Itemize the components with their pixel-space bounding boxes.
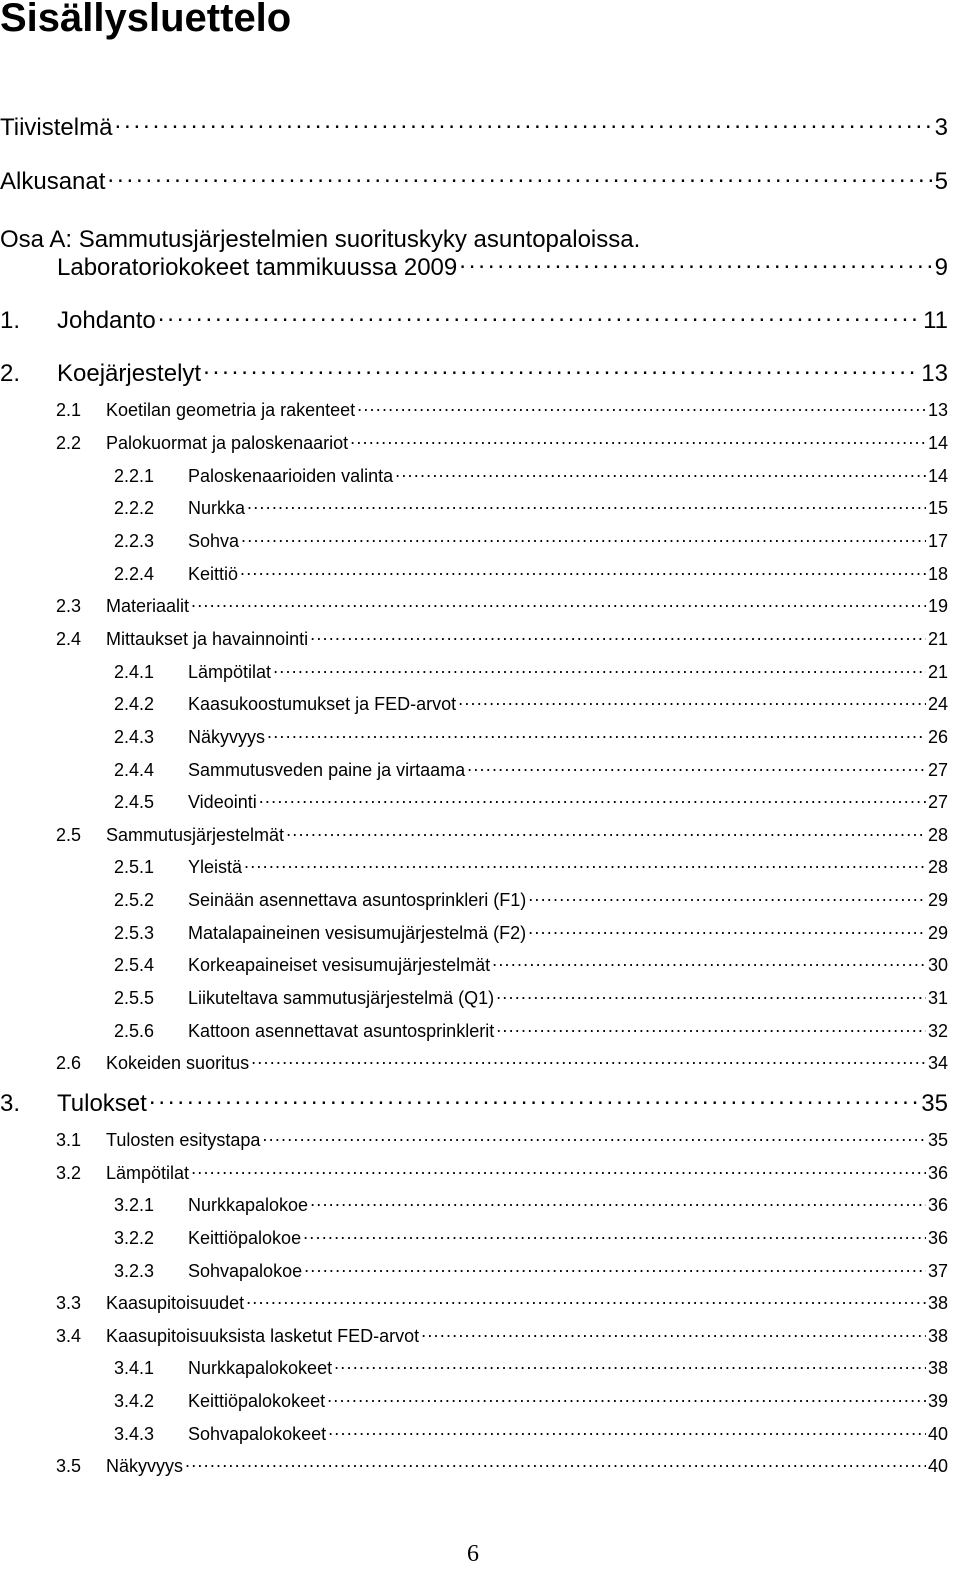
- toc-entry[interactable]: [114, 1389, 948, 1412]
- toc-entry[interactable]: [114, 1226, 948, 1249]
- toc-entry-page: 13: [921, 360, 948, 387]
- toc-entry[interactable]: [0, 357, 948, 388]
- toc-dot-leader: [262, 1128, 926, 1146]
- toc-entry[interactable]: [114, 758, 948, 781]
- toc-dot-leader: [241, 529, 926, 547]
- toc-entry-number: 2.4.2: [114, 694, 155, 714]
- toc-entry-number: 3.3: [56, 1293, 82, 1313]
- toc-dot-leader: [496, 986, 926, 1004]
- toc-dot-leader: [191, 594, 926, 612]
- toc-entry[interactable]: [114, 921, 948, 944]
- toc-entry-number: 2.1: [56, 400, 82, 420]
- toc-entry-title: Keittiöpalokoe: [188, 1228, 302, 1248]
- toc-entry-page: 21: [927, 629, 948, 649]
- toc-dot-leader: [334, 1356, 926, 1374]
- toc-entry-number: 2.4.5: [114, 792, 155, 812]
- toc-entry-number: 3.5: [56, 1456, 82, 1476]
- toc-entry[interactable]: [0, 1087, 948, 1118]
- toc-entry[interactable]: [0, 165, 948, 196]
- toc-entry-number: 2.5.3: [114, 923, 155, 943]
- toc-entry[interactable]: [114, 464, 948, 487]
- toc-entry[interactable]: [56, 1161, 948, 1184]
- toc-entry-page: 26: [927, 727, 948, 747]
- toc-entry[interactable]: [114, 562, 948, 585]
- toc-entry-title: Korkeapaineiset vesisumujärjestelmät: [188, 955, 491, 975]
- toc-entry-title: Sohva: [188, 531, 240, 551]
- toc-dot-leader: [114, 111, 932, 135]
- toc-entry-title: Lämpötilat: [106, 1163, 190, 1183]
- toc-entry-number: 2.4.4: [114, 760, 155, 780]
- toc-entry[interactable]: [114, 660, 948, 683]
- toc-entry[interactable]: [114, 496, 948, 519]
- toc-entry-page: 29: [927, 890, 948, 910]
- toc-entry[interactable]: [56, 1051, 948, 1074]
- toc-entry-number: 3.4: [56, 1326, 82, 1346]
- toc-entry[interactable]: [57, 251, 948, 282]
- toc-entry-page: 29: [927, 923, 948, 943]
- toc-dot-leader: [246, 1291, 926, 1309]
- toc-entry-number: 2.2.2: [114, 498, 155, 518]
- toc-dot-leader: [185, 1454, 926, 1472]
- toc-dot-leader: [247, 496, 926, 514]
- toc-entry-page: 38: [927, 1358, 948, 1378]
- toc-dot-leader: [350, 431, 926, 449]
- toc-entry-number: 3.4.2: [114, 1391, 155, 1411]
- toc-dot-leader: [492, 953, 926, 971]
- toc-entry-page: 36: [927, 1195, 948, 1215]
- toc-entry-title: Keittiöpalokokeet: [188, 1391, 326, 1411]
- toc-entry-number: 3.: [0, 1090, 21, 1117]
- toc-entry-page: 27: [927, 792, 948, 812]
- toc-entry-title: Nurkkapalokokeet: [188, 1358, 333, 1378]
- toc-dot-leader: [240, 562, 926, 580]
- toc-dot-leader: [528, 888, 926, 906]
- toc-entry-number: 2.6: [56, 1053, 82, 1073]
- toc-entry-number: 2.2: [56, 433, 82, 453]
- toc-entry-page: 5: [934, 168, 948, 195]
- toc-entry-page: 28: [927, 825, 948, 845]
- toc-entry[interactable]: [114, 1422, 948, 1445]
- toc-entry-number: 3.2.3: [114, 1261, 155, 1281]
- toc-entry[interactable]: [114, 888, 948, 911]
- toc-entry-number: 2.4.1: [114, 662, 155, 682]
- toc-dot-leader: [459, 251, 932, 275]
- toc-entry-number: 2.5.4: [114, 955, 155, 975]
- toc-dot-leader: [273, 660, 926, 678]
- toc-entry-page: 9: [934, 254, 948, 281]
- toc-entry-page: 36: [927, 1163, 948, 1183]
- toc-dot-leader: [203, 357, 919, 381]
- toc-entry-page: 37: [927, 1261, 948, 1281]
- toc-entry-page: 35: [921, 1090, 948, 1117]
- toc-entry[interactable]: [56, 1454, 948, 1477]
- toc-entry-page: 21: [927, 662, 948, 682]
- toc-entry-title: Nurkkapalokoe: [188, 1195, 309, 1215]
- toc-dot-leader: [267, 725, 926, 743]
- toc-dot-leader: [357, 398, 926, 416]
- toc-entry-page: 14: [927, 433, 948, 453]
- toc-entry-title: Alkusanat: [0, 168, 106, 195]
- toc-part-heading: Osa A: Sammutusjärjestelmien suorituskyky asuntopaloissa.: [0, 226, 641, 253]
- toc-dot-leader: [458, 692, 926, 710]
- toc-dot-leader: [286, 823, 926, 841]
- toc-entry-number: 3.2: [56, 1163, 82, 1183]
- toc-entry-title: Materiaalit: [106, 596, 190, 616]
- toc-entry-title: Koetilan geometria ja rakenteet: [106, 400, 356, 420]
- toc-entry[interactable]: [114, 790, 948, 813]
- toc-entry-number: 3.2.2: [114, 1228, 155, 1248]
- toc-entry[interactable]: [56, 1128, 948, 1151]
- toc-entry-page: 31: [927, 988, 948, 1008]
- toc-dot-leader: [467, 758, 926, 776]
- toc-entry-number: 2.2.3: [114, 531, 155, 551]
- toc-entry-page: 14: [927, 466, 948, 486]
- toc-entry[interactable]: [56, 431, 948, 454]
- toc-entry[interactable]: [56, 1324, 948, 1347]
- toc-entry-page: 3: [934, 114, 948, 141]
- toc-entry[interactable]: [56, 823, 948, 846]
- toc-entry-title: Kaasupitoisuuksista lasketut FED-arvot: [106, 1326, 420, 1346]
- toc-entry[interactable]: [0, 304, 948, 335]
- toc-entry-title: Keittiö: [188, 564, 239, 584]
- toc-dot-leader: [149, 1087, 919, 1111]
- toc-entry-title: Tiivistelmä: [0, 114, 113, 141]
- toc-entry-title: Näkyvyys: [106, 1456, 184, 1476]
- toc-entry-page: 30: [927, 955, 948, 975]
- toc-dot-leader: [310, 1193, 926, 1211]
- toc-entry-page: 35: [927, 1130, 948, 1150]
- toc-entry-number: 2.5: [56, 825, 82, 845]
- toc-entry-title: Matalapaineinen vesisumujärjestelmä (F2): [188, 923, 527, 943]
- toc-entry-title: Tulosten esitystapa: [106, 1130, 261, 1150]
- toc-entry-title: Sohvapalokoe: [188, 1261, 303, 1281]
- toc-entry-page: 18: [927, 564, 948, 584]
- toc-entry[interactable]: [114, 692, 948, 715]
- toc-entry-title: Palokuormat ja paloskenaariot: [106, 433, 349, 453]
- toc-entry-title: Näkyvyys: [188, 727, 266, 747]
- toc-entry-title: Seinään asennettava asuntosprinkleri (F1): [188, 890, 527, 910]
- toc-entry-number: 2.5.5: [114, 988, 155, 1008]
- toc-entry-number: 1.: [0, 307, 21, 334]
- toc-entry-page: 36: [927, 1228, 948, 1248]
- toc-entry[interactable]: [56, 1291, 948, 1314]
- toc-entry[interactable]: [56, 594, 948, 617]
- toc-entry-title: Tulokset: [57, 1090, 147, 1117]
- toc-entry-title: Videointi: [188, 792, 257, 812]
- toc-entry-number: 2.: [0, 360, 21, 387]
- toc-entry-page: 39: [927, 1391, 948, 1411]
- toc-entry-title: Sammutusveden paine ja virtaama: [188, 760, 466, 780]
- toc-entry-title: Nurkka: [188, 498, 246, 518]
- toc-dot-leader: [496, 1019, 926, 1037]
- toc-entry-page: 13: [927, 400, 948, 420]
- toc-entry-title: Sohvapalokokeet: [188, 1424, 327, 1444]
- toc-entry-page: 27: [927, 760, 948, 780]
- toc-dot-leader: [421, 1324, 926, 1342]
- toc-entry-title: Mittaukset ja havainnointi: [106, 629, 309, 649]
- toc-entry-number: 2.4: [56, 629, 82, 649]
- toc-entry-number: 3.2.1: [114, 1195, 155, 1215]
- toc-entry-number: 3.1: [56, 1130, 82, 1150]
- toc-entry[interactable]: [0, 111, 948, 142]
- toc-entry[interactable]: [114, 986, 948, 1009]
- toc-dot-leader: [303, 1226, 926, 1244]
- toc-dot-leader: [191, 1161, 926, 1179]
- toc-entry[interactable]: [114, 855, 948, 878]
- page-title: Sisällysluettelo: [0, 0, 292, 40]
- toc-entry[interactable]: [114, 1019, 948, 1042]
- page-number: 6: [467, 1541, 479, 1567]
- toc-entry-title: Lämpötilat: [188, 662, 272, 682]
- toc-entry-title: Laboratoriokokeet tammikuussa 2009: [57, 254, 458, 281]
- toc-entry-title: Kattoon asennettavat asuntosprinklerit: [188, 1021, 495, 1041]
- toc-entry-title: Johdanto: [57, 307, 156, 334]
- toc-dot-leader: [395, 464, 926, 482]
- toc-entry-number: 3.4.3: [114, 1424, 155, 1444]
- toc-entry-page: 38: [927, 1326, 948, 1346]
- toc-entry-title: Koejärjestelyt: [57, 360, 202, 387]
- toc-entry-page: 38: [927, 1293, 948, 1313]
- toc-entry-title: Sammutusjärjestelmät: [106, 825, 285, 845]
- toc-entry[interactable]: [114, 1193, 948, 1216]
- toc-entry-number: 2.2.4: [114, 564, 155, 584]
- toc-entry-title: Liikuteltava sammutusjärjestelmä (Q1): [188, 988, 495, 1008]
- toc-entry-page: 11: [923, 307, 948, 334]
- toc-entry[interactable]: [114, 725, 948, 748]
- toc-dot-leader: [251, 1051, 926, 1069]
- toc-entry-title: Kokeiden suoritus: [106, 1053, 250, 1073]
- toc-dot-leader: [327, 1389, 926, 1407]
- toc-entry[interactable]: [114, 1356, 948, 1379]
- toc-dot-leader: [528, 921, 926, 939]
- toc-entry[interactable]: [56, 627, 948, 650]
- toc-entry[interactable]: [114, 953, 948, 976]
- toc-entry-number: 2.5.1: [114, 857, 155, 877]
- toc-entry-page: 28: [927, 857, 948, 877]
- toc-entry-page: 32: [927, 1021, 948, 1041]
- toc-dot-leader: [107, 165, 932, 189]
- toc-entry-page: 17: [927, 531, 948, 551]
- toc-entry-number: 2.4.3: [114, 727, 155, 747]
- toc-dot-leader: [244, 855, 926, 873]
- toc-dot-leader: [328, 1422, 926, 1440]
- toc-entry-page: 40: [927, 1424, 948, 1444]
- toc-entry-page: 15: [927, 498, 948, 518]
- toc-entry-page: 40: [927, 1456, 948, 1476]
- toc-dot-leader: [304, 1259, 926, 1277]
- toc-entry-title: Yleistä: [188, 857, 243, 877]
- toc-dot-leader: [259, 790, 926, 808]
- toc-dot-leader: [158, 304, 921, 328]
- toc-entry-number: 2.5.2: [114, 890, 155, 910]
- toc-entry-number: 2.2.1: [114, 466, 155, 486]
- toc-entry-number: 2.3: [56, 596, 82, 616]
- toc-entry[interactable]: [114, 1259, 948, 1282]
- toc-entry-number: 2.5.6: [114, 1021, 155, 1041]
- toc-entry-title: Kaasupitoisuudet: [106, 1293, 245, 1313]
- toc-entry-page: 24: [927, 694, 948, 714]
- toc-entry-number: 3.4.1: [114, 1358, 155, 1378]
- toc-entry[interactable]: [56, 398, 948, 421]
- toc-entry-title: Kaasukoostumukset ja FED-arvot: [188, 694, 457, 714]
- toc-entry-title: Paloskenaarioiden valinta: [188, 466, 394, 486]
- toc-entry[interactable]: [114, 529, 948, 552]
- toc-entry-page: 19: [927, 596, 948, 616]
- toc-entry-page: 34: [927, 1053, 948, 1073]
- toc-dot-leader: [310, 627, 926, 645]
